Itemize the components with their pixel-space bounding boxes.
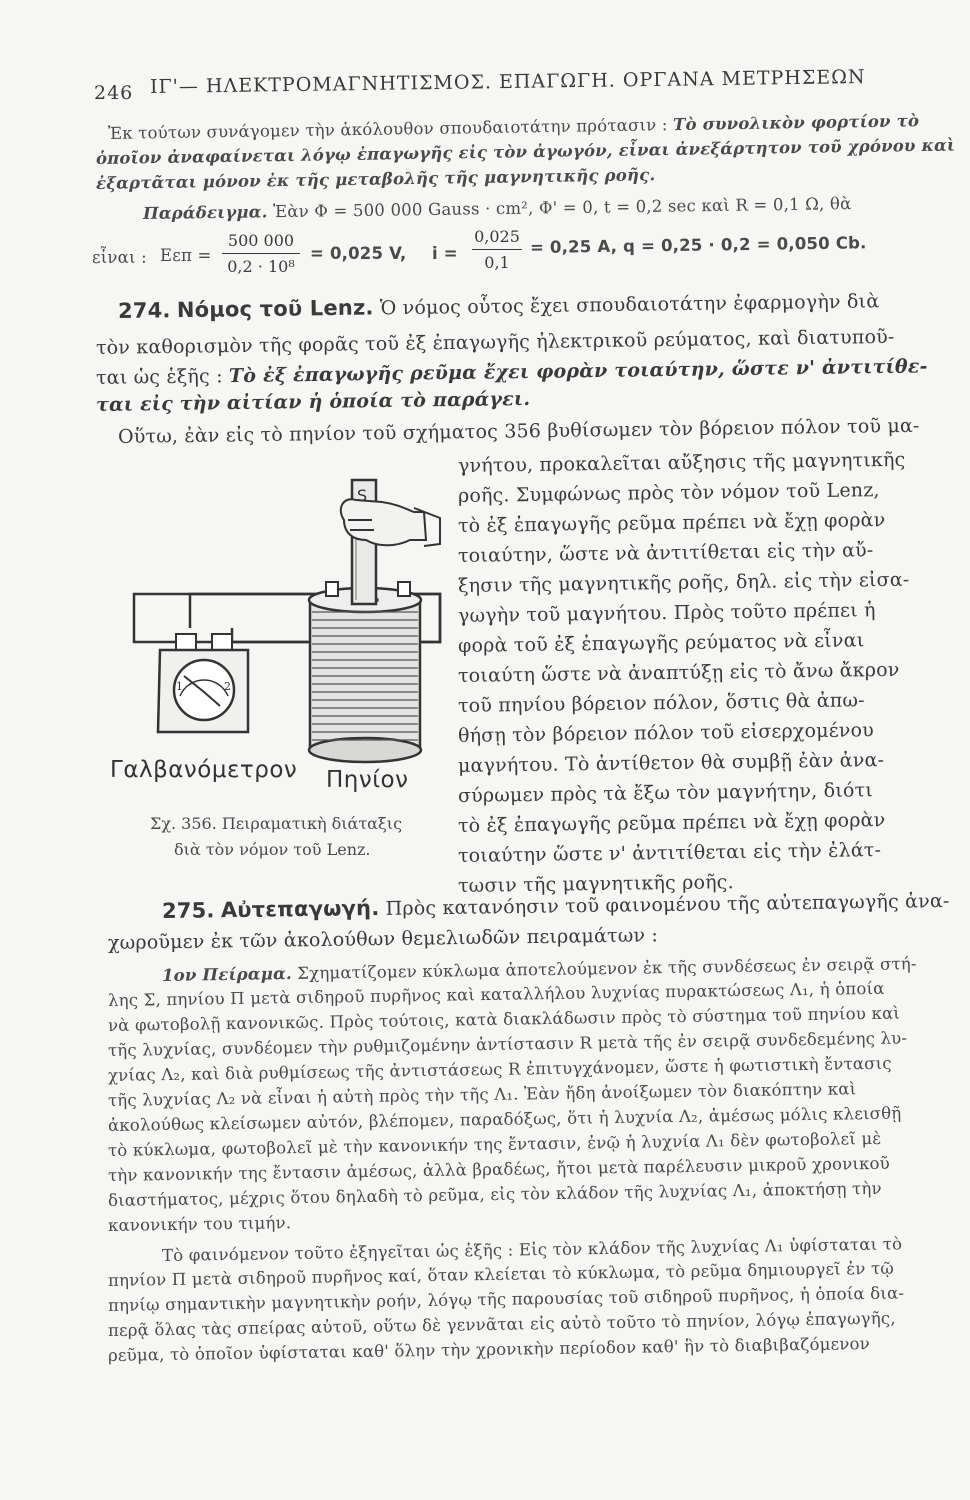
section-275-number: 275.	[161, 898, 215, 923]
para-line: τὸ ἐξ ἐπαγωγῆς ρεῦμα πρέπει νὰ ἔχῃ φορὰν	[457, 509, 886, 537]
para-line: τὸ ἐξ ἐπαγωγῆς ρεῦμα πρέπει νὰ ἔχῃ φορὰν	[457, 809, 886, 837]
para-line: τωσιν τῆς μαγνητικῆς ροῆς.	[457, 871, 734, 897]
figure-caption-1: Σχ. 356. Πειραματικὴ διάταξις	[150, 814, 403, 833]
para-line: τοιαύτην, ὥστε νὰ ἀντιτίθεται εἰς τὴν αὔ-	[457, 539, 874, 567]
hand	[341, 499, 440, 546]
explanation-line: πηνίῳ σημαντικὴν μαγνητικὴν ροήν, λόγῳ τῆς παρουσίας τοῦ σιδηροῦ πυρῆνος, ἡ ὁποία δια-	[107, 1283, 905, 1315]
experiment-line: τὸ κύκλωμα, φωτοβολεῖ μὲ τὴν κανονικήν της ἔντασιν, ἐνῷ ἡ λυχνία Λ₁ δὲν φωτοβολεῖ μὲ	[107, 1128, 882, 1160]
experiment-line: τῆς λυχνίας Λ₂ νὰ εἶναι ἡ αὐτὴ πρὸς τὴν τῆς Λ₁. Ἐὰν ἤδη ἀνοίξωμεν τὸν διακόπτην καὶ	[107, 1079, 857, 1110]
experiment-line: λης Σ, πηνίου Π μετὰ σιδηροῦ πυρῆνος καὶ καταλλήλου λυχνίας πυρακτώσεως Λ₁, ἡ ὁποία	[107, 978, 885, 1010]
section-274-rule-line: ται ὡς ἑξῆς : Τὸ ἐξ ἐπαγωγῆς ρεῦμα ἔχει φορὰν τοιαύτην, ὥστε ν' ἀντιτίθε-	[95, 355, 928, 389]
running-title: ΙΓ'— ΗΛΕΚΤΡΟΜΑΓΝΗΤΙΣΜΟΣ. ΕΠΑΓΩΓΗ. ΟΡΓΑΝΑ ΜΕΤΡΗΣΕΩΝ	[149, 66, 866, 98]
coil	[309, 582, 421, 762]
para-line: τοῦ πηνίου βόρειον πόλον, ὅστις θὰ ἀπω-	[457, 689, 865, 717]
example-i-lhs: i =	[432, 244, 458, 263]
svg-text:2: 2	[224, 680, 231, 693]
section-274-number: 274.	[117, 298, 171, 323]
para-line: γωγὴν τοῦ μαγνήτου. Πρὸς τοῦτο πρέπει ἡ	[457, 599, 876, 627]
intro-line-3: ἐξαρτᾶται μόνον ἐκ τῆς μεταβολῆς τῆς μαγνητικῆς ροῆς.	[95, 165, 656, 193]
para-line: θήσῃ τὸν βόρειον πόλον τοῦ εἰσερχομένου	[457, 719, 875, 747]
example-line: Παράδειγμα. Ἐὰν Φ = 500 000 Gauss · cm², Φ' = 0, t = 0,2 sec καὶ R = 0,1 Ω, θὰ	[142, 194, 852, 223]
explanation-line: περᾷ ὅλας τὰς σπείρας αὐτοῦ, οὕτω δὲ γεννᾶται εἰς αὐτὸ τοῦτο τὸ πηνίον, λόγῳ ἐπαγωγῆς,	[107, 1308, 896, 1340]
example-e-lhs: Eεπ =	[160, 246, 212, 265]
intro-line-2: ὁποῖον ἀναφαίνεται λόγῳ ἐπαγωγῆς εἰς τὸν ἀγωγόν, εἶναι ἀνεξάρτητον τοῦ χρόνου καὶ	[95, 135, 956, 168]
para-line: τοιαύτην ὥστε ν' ἀντιτίθεται εἰς τὴν ἐλάτ-	[457, 839, 882, 867]
svg-text:1: 1	[176, 680, 183, 693]
magnet-label-s: S	[357, 486, 368, 505]
para-line: μαγνήτου. Τὸ ἀντίθετον θὰ συμβῇ ἐὰν ἀνα-	[457, 749, 885, 777]
explanation-line: ρεῦμα, τὸ ὁποῖον ὑφίσταται καθ' ὅλην τὴν χρονικὴν περίοδον καθ' ἣν τὸ διαβιβαζόμενον	[107, 1334, 871, 1365]
coil-label: Πηνίον	[326, 767, 409, 793]
result-current-charge: = 0,25 A, q = 0,25 · 0,2 = 0,050 Cb.	[529, 233, 867, 257]
experiment-line: ἀκολούθως κλείσωμεν αὐτόν, βλέπομεν, παραδόξως, ὅτι ἡ λυχνία Λ₂, ἀμέσως μόλις κλεισθῇ	[107, 1103, 902, 1135]
experiment-line: διαστήματος, μέχρις ὅτου δηλαδὴ τὸ ρεῦμα, εἰς τὸν κλάδον τῆς λυχνίας Λ₁, ἀποκτήσῃ τὴν	[107, 1178, 882, 1210]
example-einai: εἶναι :	[92, 248, 147, 267]
section-274-line-2: τὸν καθορισμὸν τῆς φορᾶς τοῦ ἐξ ἐπαγωγῆς ἠλεκτρικοῦ ρεύματος, καὶ διατυποῦ-	[95, 325, 895, 359]
explanation-line: πηνίον Π μετὰ σιδηροῦ πυρῆνος καί, ὅταν κλείεται τὸ κύκλωμα, τὸ ρεῦμα δημιουργεῖ ἐν τῷ	[107, 1258, 895, 1290]
para-line: τοιαύτη ὥστε νὰ ἀναπτύξῃ εἰς τὸ ἄνω ἄκρον	[457, 658, 900, 687]
frac1-denominator: 0,2 · 10⁸	[227, 257, 295, 276]
galvanometer	[158, 634, 248, 732]
experiment-line: χνίας Λ₂, καὶ διὰ ρυθμίσεως τῆς ἀντιστάσεως R ἐπιτυγχάνομεν, ὥστε ἡ φωτιστικὴ ἔντασις	[107, 1053, 892, 1085]
frac2-denominator: 0,1	[484, 253, 510, 272]
experiment-1-first: 1ον Πείραμα. Σχηματίζομεν κύκλωμα ἀποτελούμενον ἐκ τῆς συνδέσεως ἐν σειρᾷ στή-	[161, 954, 917, 985]
section-274-heading-line: 274. Νόμος τοῦ Lenz. Ὁ νόμος οὗτος ἔχει σπουδαιοτάτην ἐφαρμογὴν διὰ	[117, 290, 880, 323]
frac1-numerator: 500 000	[227, 231, 295, 250]
para-line: ροῆς. Συμφώνως πρὸς τὸν νόμον τοῦ Lenz,	[457, 479, 880, 507]
experiment-line: νὰ φωτοβολῇ κανονικῶς. Πρὸς τούτοις, κατὰ διακλάδωσιν πρὸς τὸ σύστημα τοῦ πηνίου καὶ	[107, 1003, 901, 1035]
page-number: 246	[94, 82, 134, 104]
para-line: φορὰ τοῦ ἐξ ἐπαγωγῆς ρεύματος νὰ εἶναι	[457, 629, 865, 657]
galvanometer-label: Γαλβανόμετρον	[110, 757, 298, 783]
section-274-para-first: Οὕτω, ἐὰν εἰς τὸ πηνίον τοῦ σχήματος 356 βυθίσωμεν τὸν βόρειον πόλον τοῦ μα-	[117, 414, 920, 448]
section-274-title: Νόμος τοῦ Lenz.	[176, 295, 374, 323]
experiment-line: τὴν κανονικήν της ἔντασιν ἀμέσως, ἀλλὰ βραδέως, ἤτοι μετὰ παρέλευσιν μικροῦ χρονικοῦ	[107, 1153, 891, 1185]
experiment-line: τῆς λυχνίας, συνδέομεν τὴν ρυθμιζομένην ἀντίστασιν R μετὰ τῆς ἐν σειρᾷ συνδεδεμένης λυ-	[107, 1028, 908, 1060]
section-275-heading-line: 275. Αὐτεπαγωγή. Πρὸς κατανόησιν τοῦ φαινομένου τῆς αὐτεπαγωγῆς ἀνα-	[161, 890, 950, 923]
section-275-line-2: χωροῦμεν ἐκ τῶν ἀκολούθων θεμελιωδῶν πειραμάτων :	[107, 924, 659, 954]
explanation-line: Τὸ φαινόμενον τοῦτο ἐξηγεῖται ὡς ἑξῆς : Εἰς τὸν κλάδον τῆς λυχνίας Λ₁ ὑφίσταται τὸ	[161, 1234, 903, 1265]
section-274-rule-line-2: ται εἰς τὴν αἰτίαν ἡ ὁποία τὸ παράγει.	[95, 387, 531, 416]
figure-caption-2: διὰ τὸν νόμον τοῦ Lenz.	[174, 840, 371, 859]
experiment-line: κανονικήν του τιμήν.	[107, 1213, 292, 1235]
para-line: ξησιν τῆς μαγνητικῆς ροῆς, δηλ. εἰς τὴν εἰσα-	[457, 568, 910, 597]
intro-line-1: Ἐκ τούτων συνάγομεν τὴν ἀκόλουθον σπουδαιοτάτην πρότασιν : Τὸ συνολικὸν φορτίον τὸ	[107, 111, 920, 143]
result-voltage: = 0,025 V,	[310, 244, 407, 263]
frac2-numerator: 0,025	[474, 227, 520, 246]
para-line: σύρωμεν πρὸς τὰ ἔξω τὸν μαγνήτην, διότι	[457, 779, 874, 807]
para-line: γνήτου, προκαλεῖται αὔξησις τῆς μαγνητικῆς	[457, 448, 906, 477]
section-275-title: Αὐτεπαγωγή.	[220, 895, 380, 923]
